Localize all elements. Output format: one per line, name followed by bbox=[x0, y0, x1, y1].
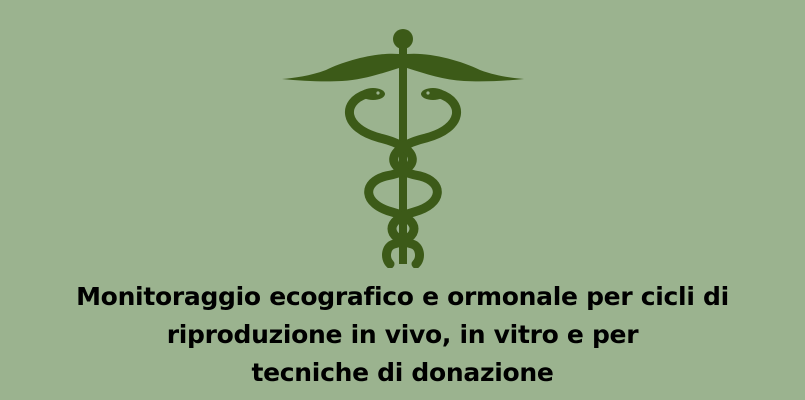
staff-knob bbox=[393, 29, 413, 49]
right-serpent-eye bbox=[426, 91, 429, 94]
left-wing bbox=[282, 54, 399, 82]
caption bbox=[20, 278, 785, 392]
left-serpent-eye bbox=[376, 91, 379, 94]
right-serpent-head bbox=[421, 88, 445, 100]
caption-line-3: tecniche di donazione bbox=[251, 358, 554, 387]
caduceus-icon bbox=[282, 24, 524, 268]
left-serpent-head bbox=[361, 88, 385, 100]
caption-line-1: Monitoraggio ecografico e ormonale per cicli di bbox=[76, 282, 729, 311]
caption-line-2: riproduzione in vivo, in vitro e per bbox=[166, 320, 639, 349]
staff bbox=[399, 48, 407, 264]
right-wing bbox=[407, 54, 524, 82]
